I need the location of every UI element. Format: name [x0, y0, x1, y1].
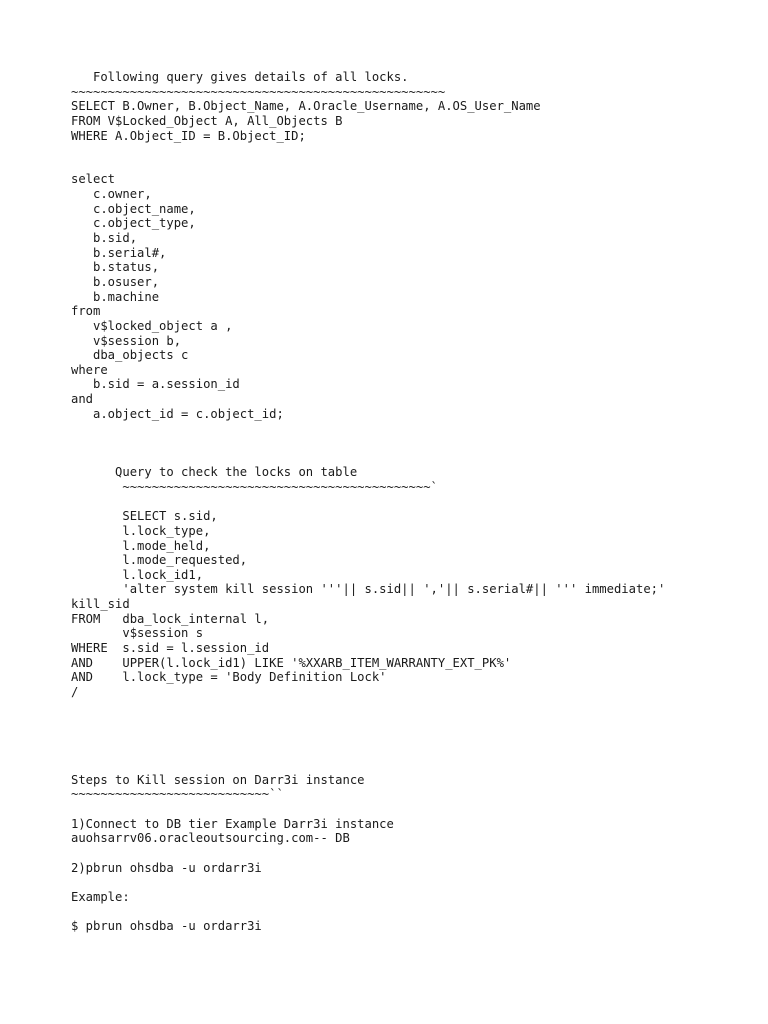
- text-line: from: [71, 304, 101, 319]
- text-line: FROM V$Locked_Object A, All_Objects B: [71, 113, 343, 128]
- text-line: Query to check the locks on table: [71, 465, 358, 480]
- text-line: 'alter system kill session '''|| s.sid|| ','|| s.serial#|| ''' immediate;': [71, 582, 666, 597]
- text-line: [71, 495, 761, 510]
- text-line: a.object_id = c.object_id;: [71, 406, 284, 421]
- text-line: [71, 700, 761, 715]
- text-line: l.lock_id1,: [71, 567, 204, 582]
- text-line: kill_sid: [71, 597, 130, 612]
- text-line: b.osuser,: [71, 274, 160, 289]
- text-line: 1)Connect to DB tier Example Darr3i instance: [71, 816, 394, 831]
- text-line: c.object_type,: [71, 216, 196, 231]
- text-line: ~~~~~~~~~~~~~~~~~~~~~~~~~~~~~~~~~~~~~~~~~~`: [71, 479, 438, 494]
- text-line: b.status,: [71, 260, 160, 275]
- text-line: l.lock_type,: [71, 523, 211, 538]
- text-line: [71, 436, 761, 451]
- text-line: l.mode_requested,: [71, 553, 248, 568]
- document-body: [71, 70, 761, 934]
- text-line: Following query gives details of all locks.: [71, 70, 409, 84]
- text-line: [71, 802, 761, 817]
- text-line: AND l.lock_type = 'Body Definition Lock': [71, 670, 387, 685]
- text-line: [71, 714, 761, 729]
- text-line: [71, 143, 761, 158]
- text-line: b.machine: [71, 289, 160, 304]
- text-line: [71, 729, 761, 744]
- text-line: [71, 846, 761, 861]
- text-line: select: [71, 172, 116, 187]
- text-line: SELECT s.sid,: [71, 509, 218, 524]
- text-line: c.object_name,: [71, 201, 196, 216]
- text-line: and: [71, 392, 94, 407]
- text-line: [71, 743, 761, 758]
- text-line: where: [71, 362, 108, 377]
- text-line: b.sid,: [71, 231, 138, 246]
- text-line: dba_objects c: [71, 348, 189, 363]
- text-line: [71, 421, 761, 436]
- text-line: FROM dba_lock_internal l,: [71, 611, 270, 626]
- text-line: v$session b,: [71, 333, 182, 348]
- text-line: [71, 905, 761, 920]
- text-line: auohsarrv06.oracleoutsourcing.com-- DB: [71, 831, 350, 846]
- text-line: ~~~~~~~~~~~~~~~~~~~~~~~~~~~``: [71, 787, 284, 802]
- text-line: v$session s: [71, 626, 204, 641]
- text-line: WHERE s.sid = l.session_id: [71, 640, 270, 655]
- text-line: Steps to Kill session on Darr3i instance: [71, 772, 365, 787]
- text-line: b.serial#,: [71, 245, 167, 260]
- text-line: c.owner,: [71, 187, 152, 202]
- text-line: SELECT B.Owner, B.Object_Name, A.Oracle_Username, A.OS_User_Name: [71, 99, 541, 114]
- text-line: Example:: [71, 889, 130, 904]
- text-line: [71, 875, 761, 890]
- text-line: b.sid = a.session_id: [71, 377, 240, 392]
- text-line: ~~~~~~~~~~~~~~~~~~~~~~~~~~~~~~~~~~~~~~~~~~~~~~~~~~~: [71, 84, 446, 99]
- text-line: v$locked_object a ,: [71, 318, 233, 333]
- text-line: AND UPPER(l.lock_id1) LIKE '%XXARB_ITEM_WARRANTY_EXT_PK%': [71, 655, 512, 670]
- text-line: /: [71, 684, 79, 699]
- text-line: [71, 758, 761, 773]
- text-line: [71, 451, 761, 466]
- text-line: 2)pbrun ohsdba -u ordarr3i: [71, 860, 262, 875]
- text-line: WHERE A.Object_ID = B.Object_ID;: [71, 128, 306, 143]
- text-line: [71, 158, 761, 173]
- text-line: $ pbrun ohsdba -u ordarr3i: [71, 919, 262, 934]
- text-line: l.mode_held,: [71, 538, 211, 553]
